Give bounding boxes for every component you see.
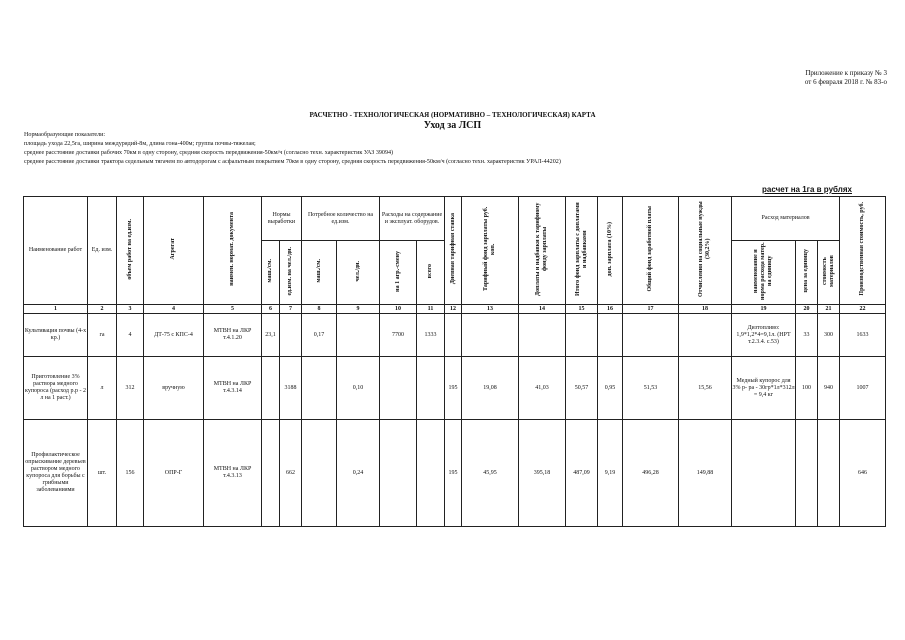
col-number: 20 (796, 305, 818, 314)
header-daily-rate: Дневная тарифная ставка (445, 197, 462, 305)
document-subtitle: Уход за ЛСП (423, 120, 482, 131)
row-aggregate: ДТ-75 с КПС-4 (144, 314, 204, 357)
col-number: 15 (566, 305, 598, 314)
header-material-cost: стоимость материалов (818, 241, 840, 305)
header-group-norms: Нормы выработки (262, 197, 302, 241)
row-norm-unit-per-day (280, 314, 302, 357)
row-need-man-days: 0,10 (337, 357, 380, 420)
row-norm-machine-shift (262, 420, 280, 527)
header-surcharges: Доплаты и надбавки к тарифному фонду зарплаты (519, 197, 566, 305)
row-material-price: 100 (796, 357, 818, 420)
appendix-note (805, 69, 887, 87)
row-material-cost: 300 (818, 314, 840, 357)
row-extra-salary: 0,95 (598, 357, 623, 420)
row-norm-machine-shift (262, 357, 280, 420)
row-total-fund: 487,09 (566, 420, 598, 527)
col-number: 12 (445, 305, 462, 314)
document-title: РАСЧЕТНО - ТЕХНОЛОГИЧЕСКАЯ (НОРМАТИВНО – ТЕХНОЛОГИЧЕСКАЯ) КАРТА (309, 111, 596, 119)
row-need-machine-shift (302, 357, 337, 420)
row-surcharges: 395,18 (519, 420, 566, 527)
col-number: 9 (337, 305, 380, 314)
header-production-cost: Производственная стоимость, руб. (840, 197, 886, 305)
header-group-materials: Расход материалов (732, 197, 840, 241)
params-heading: Нормаобразующие показатели: (24, 132, 106, 138)
row-cost-per-shift (380, 357, 417, 420)
col-number: 2 (88, 305, 117, 314)
row-extra-salary (598, 314, 623, 357)
header-norms-unit-per-day: ед.изм. на чел./дн. (280, 241, 302, 305)
row-unit: шт. (88, 420, 117, 527)
header-material-price: цена за единицу (796, 241, 818, 305)
row-volume: 4 (117, 314, 144, 357)
header-need-machine-shift: маш./см. (302, 241, 337, 305)
row-cost-per-shift: 7700 (380, 314, 417, 357)
row-norm-unit-per-day: 3188 (280, 357, 302, 420)
table-row (24, 314, 886, 357)
header-general-fund: Общий фонд заработной платы (623, 197, 679, 305)
row-social-deductions: 15,56 (679, 357, 732, 420)
row-total-fund (566, 314, 598, 357)
row-normative-doc: МТВН на ЛКР т.4.1.20 (204, 314, 262, 357)
col-number: 14 (519, 305, 566, 314)
row-need-man-days: 0,24 (337, 420, 380, 527)
row-general-fund: 51,53 (623, 357, 679, 420)
appendix-line-2: от 6 февраля 2018 г. № 83-о (804, 78, 887, 86)
row-material-name: Медный купорос для 3% р- ра - 30гр*1л*312л = 9,4 кг (732, 357, 796, 420)
col-number: 19 (732, 305, 796, 314)
row-cost-per-shift (380, 420, 417, 527)
header-costs-total: всего (417, 241, 445, 305)
col-number: 16 (598, 305, 623, 314)
header-group-need: Потребное количество на ед.изм. (302, 197, 380, 241)
header-work-name: Наименование работ (24, 197, 88, 305)
row-need-machine-shift (302, 420, 337, 527)
table-row (24, 357, 886, 420)
row-material-price: 33 (796, 314, 818, 357)
col-number: 3 (117, 305, 144, 314)
col-number: 13 (462, 305, 519, 314)
col-number: 6 (262, 305, 280, 314)
params-line-3: среднее расстояние доставки трактора седельным тягачем по автодорогам с асфальтным покрытием 70км в одну сторону, средняя скорость передвижения-50км/ч (согласно техн. характеристик УРАЛ-44202) (24, 159, 561, 165)
row-daily-rate: 195 (445, 420, 462, 527)
appendix-line-1: Приложение к приказу № 3 (805, 69, 887, 77)
col-number: 17 (623, 305, 679, 314)
row-production-cost: 646 (840, 420, 886, 527)
row-need-machine-shift: 0,17 (302, 314, 337, 357)
calculation-note: расчет на 1га в рублях (762, 185, 852, 194)
header-material-name: наименование и норма расхода матер. на единицу (732, 241, 796, 305)
row-daily-rate (445, 314, 462, 357)
params-line-1: площадь ухода 22,5га, ширина междурядий-8м, длина гона-400м; группа почвы-тяжелая; (24, 141, 256, 147)
norm-parameters (24, 131, 561, 167)
header-costs-per-shift: на 1 агр.-смену (380, 241, 417, 305)
row-cost-total: 1333 (417, 314, 445, 357)
row-work-name: Приготовление 3% раствора медного купороса (расход р.р - 2 л на 1 раст.) (24, 357, 88, 420)
row-material-name: Дизтопливо: 1,9*1,2*4=9,1л. (НРТ т.2.3.4. с.53) (732, 314, 796, 357)
row-normative-doc: МТВН на ЛКР т.4.3.13 (204, 420, 262, 527)
header-normative-doc: наимен. нормат. документа (204, 197, 262, 305)
row-tariff-fund: 45,95 (462, 420, 519, 527)
row-surcharges: 41,03 (519, 357, 566, 420)
row-cost-total (417, 357, 445, 420)
header-unit: Ед. изм. (88, 197, 117, 305)
row-volume: 156 (117, 420, 144, 527)
row-tariff-fund: 19,08 (462, 357, 519, 420)
row-aggregate: вручную (144, 357, 204, 420)
row-tariff-fund (462, 314, 519, 357)
header-group-costs: Расходы на содержание и эксплуат. оборудов. (380, 197, 445, 241)
header-tariff-fund: Тарифный фонд зарплаты руб. коп. (462, 197, 519, 305)
col-number: 11 (417, 305, 445, 314)
header-social-deductions: Отчисления на социальные нужды (30,2%) (679, 197, 732, 305)
row-work-name: Культивация почвы (4-х кр.) (24, 314, 88, 357)
row-norm-unit-per-day: 662 (280, 420, 302, 527)
row-material-name (732, 420, 796, 527)
row-material-cost: 940 (818, 357, 840, 420)
row-normative-doc: МТВН на ЛКР т.4.3.14 (204, 357, 262, 420)
row-work-name: Профилактическое опрыскивание деревьев раствором медного купороса для борьбы с грибными заболеваниями (24, 420, 88, 527)
col-number: 4 (144, 305, 204, 314)
row-surcharges (519, 314, 566, 357)
row-general-fund: 496,28 (623, 420, 679, 527)
col-number: 22 (840, 305, 886, 314)
row-daily-rate: 195 (445, 357, 462, 420)
row-production-cost: 1633 (840, 314, 886, 357)
row-material-cost (818, 420, 840, 527)
row-social-deductions: 149,88 (679, 420, 732, 527)
col-number: 21 (818, 305, 840, 314)
row-general-fund (623, 314, 679, 357)
header-need-man-days: чел./дн. (337, 241, 380, 305)
technology-table (23, 196, 886, 527)
table-row (24, 420, 886, 527)
col-number: 8 (302, 305, 337, 314)
row-unit: л (88, 357, 117, 420)
params-line-2: среднее расстояние доставки рабочих 70км в одну сторону, средняя скорость передвижения-50км/ч (согласно техн. характеристик УАЗ 39094) (24, 150, 394, 156)
row-social-deductions (679, 314, 732, 357)
row-aggregate: ОПР-Г (144, 420, 204, 527)
col-number: 10 (380, 305, 417, 314)
row-production-cost: 1007 (840, 357, 886, 420)
header-total-fund: Итого фонд зарплаты с доплатами и надбавками (566, 197, 598, 305)
row-material-price (796, 420, 818, 527)
column-numbers-row (24, 305, 886, 314)
header-extra-salary: доп. зарплата (10%) (598, 197, 623, 305)
header-norms-machine-shift: маш./см. (262, 241, 280, 305)
row-total-fund: 50,57 (566, 357, 598, 420)
row-volume: 312 (117, 357, 144, 420)
col-number: 1 (24, 305, 88, 314)
header-aggregate: Агрегат (144, 197, 204, 305)
col-number: 7 (280, 305, 302, 314)
col-number: 18 (679, 305, 732, 314)
row-norm-machine-shift: 23,1 (262, 314, 280, 357)
row-need-man-days (337, 314, 380, 357)
row-unit: га (88, 314, 117, 357)
col-number: 5 (204, 305, 262, 314)
row-cost-total (417, 420, 445, 527)
header-volume: объем работ на ед.изм. (117, 197, 144, 305)
row-extra-salary: 9,19 (598, 420, 623, 527)
